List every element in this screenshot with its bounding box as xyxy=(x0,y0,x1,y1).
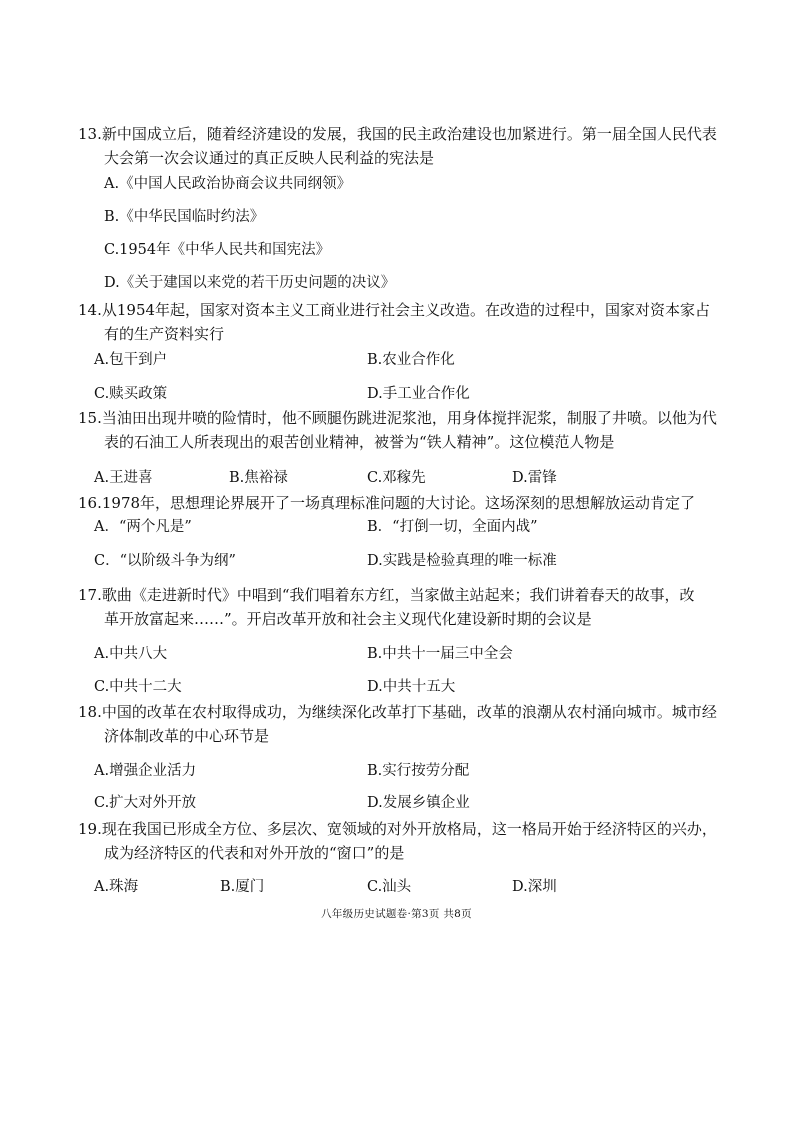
option-b[interactable]: B.农业合作化 xyxy=(367,352,455,368)
question-number: 16. xyxy=(78,494,102,512)
option-d[interactable]: D.发展乡镇企业 xyxy=(367,795,470,811)
option-b[interactable]: B.焦裕禄 xyxy=(229,470,288,486)
option-d[interactable]: D.雷锋 xyxy=(512,470,557,486)
question-stem-continued: 大会第一次会议通过的真正反映人民利益的宪法是 xyxy=(104,149,435,167)
option-c[interactable]: C．“以阶级斗争为纲” xyxy=(94,553,236,569)
question-number: 13. xyxy=(78,125,102,143)
option-b[interactable]: B．“打倒一切，全面内战” xyxy=(367,519,538,535)
question-stem: 新中国成立后，随着经济建设的发展，我国的民主政治建设也加紧进行。第一届全国人民代表 xyxy=(101,125,717,143)
option-d[interactable]: D.中共十五大 xyxy=(367,679,456,695)
question-stem-continued: 成为经济特区的代表和对外开放的“窗口”的是 xyxy=(104,844,405,862)
question-stem: 中国的改革在农村取得成功，为继续深化改革打下基础，改革的浪潮从农村涌向城市。城市经 xyxy=(101,703,717,721)
option-a[interactable]: A.增强企业活力 xyxy=(94,763,197,779)
option-a[interactable]: A.《中国人民政治协商会议共同纲领》 xyxy=(104,176,352,192)
question-number: 18. xyxy=(78,703,102,721)
question-stem: 歌曲《走进新时代》中唱到“我们唱着东方红，当家做主站起来；我们讲着春天的故事，改 xyxy=(101,586,695,604)
option-a[interactable]: A.包干到户 xyxy=(94,352,168,368)
option-d[interactable]: D.《关于建国以来党的若干历史问题的决议》 xyxy=(104,275,396,291)
question-number: 15. xyxy=(78,409,102,427)
option-c[interactable]: C.扩大对外开放 xyxy=(94,795,197,811)
option-c[interactable]: C.邓稼先 xyxy=(367,470,426,486)
question-17 xyxy=(78,583,718,631)
option-d[interactable]: D.实践是检验真理的唯一标准 xyxy=(367,553,557,569)
question-19 xyxy=(78,817,718,865)
question-number: 14. xyxy=(78,301,102,319)
option-c[interactable]: C.1954年《中华人民共和国宪法》 xyxy=(104,242,331,258)
option-c[interactable]: C.中共十二大 xyxy=(94,679,182,695)
question-stem: 从1954年起，国家对资本主义工商业进行社会主义改造。在改造的过程中，国家对资本家占 xyxy=(101,301,711,319)
option-d[interactable]: D.手工业合作化 xyxy=(367,386,470,402)
question-15 xyxy=(78,406,718,454)
page-footer: 八年级历史试题卷·第3页 共8页 xyxy=(321,908,472,920)
question-stem: 1978年，思想理论界展开了一场真理标准问题的大讨论。这场深刻的思想解放运动肯定了 xyxy=(101,494,696,512)
question-stem-continued: 有的生产资料实行 xyxy=(104,325,225,343)
question-number: 19. xyxy=(78,820,102,838)
option-c[interactable]: C.汕头 xyxy=(367,879,412,895)
question-stem-continued: 济体制改革的中心环节是 xyxy=(104,727,270,745)
option-c[interactable]: C.赎买政策 xyxy=(94,386,168,402)
question-number: 17. xyxy=(78,586,102,604)
question-16 xyxy=(78,491,718,515)
option-d[interactable]: D.深圳 xyxy=(512,879,557,895)
question-18 xyxy=(78,700,718,748)
question-stem: 现在我国已形成全方位、多层次、宽领域的对外开放格局，这一格局开始于经济特区的兴办， xyxy=(101,820,717,838)
option-b[interactable]: B.《中华民国临时约法》 xyxy=(104,209,265,225)
option-b[interactable]: B.实行按劳分配 xyxy=(367,763,470,779)
option-a[interactable]: A.王进喜 xyxy=(94,470,153,486)
question-stem-continued: 革开放富起来……”。开启改革开放和社会主义现代化建设新时期的会议是 xyxy=(104,610,592,628)
option-a[interactable]: A.珠海 xyxy=(94,879,139,895)
option-b[interactable]: B.厦门 xyxy=(220,879,265,895)
question-14 xyxy=(78,298,718,346)
option-a[interactable]: A．“两个凡是” xyxy=(94,519,192,535)
question-stem: 当油田出现井喷的险情时，他不顾腿伤跳进泥浆池，用身体搅拌泥浆，制服了井喷。以他为代 xyxy=(101,409,717,427)
question-stem-continued: 表的石油工人所表现出的艰苦创业精神，被誉为“铁人精神”。这位模范人物是 xyxy=(104,433,615,451)
option-a[interactable]: A.中共八大 xyxy=(94,646,168,662)
question-13 xyxy=(78,122,718,170)
option-b[interactable]: B.中共十一届三中全会 xyxy=(367,646,513,662)
